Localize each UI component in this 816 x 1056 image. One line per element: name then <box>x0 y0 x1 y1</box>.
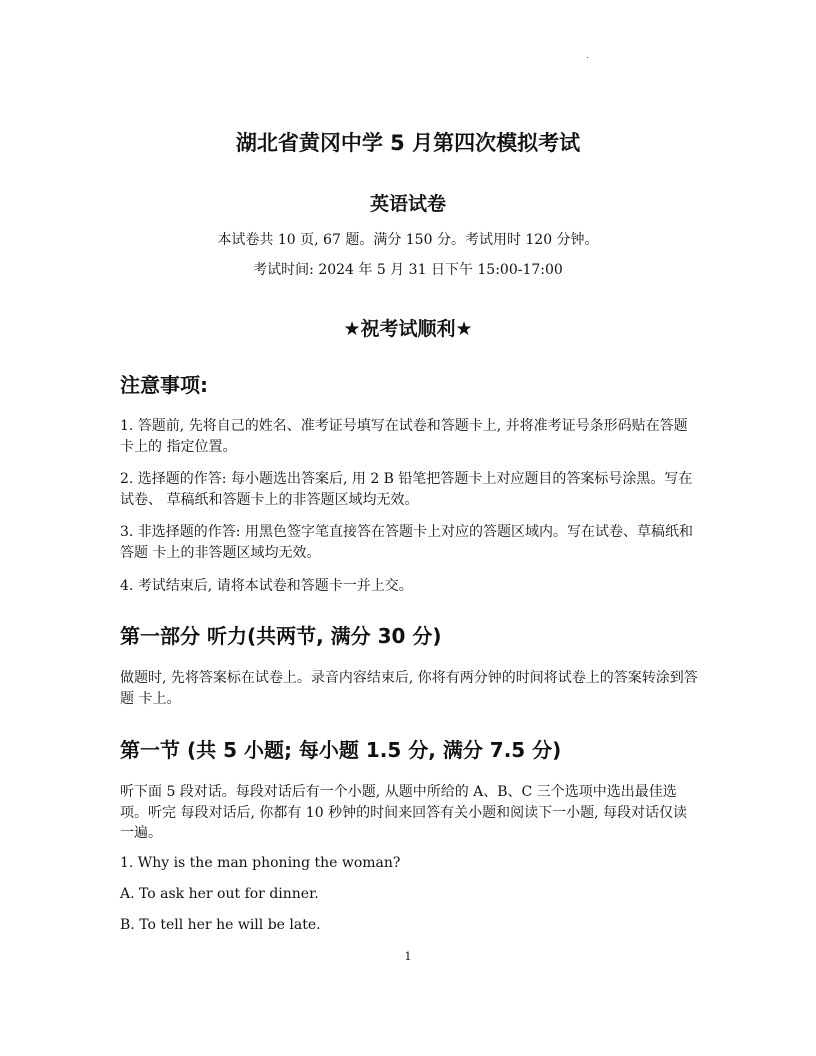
question-1: 1. Why is the man phoning the woman? <box>120 855 401 871</box>
part1-instruction: 做题时, 先将答案标在试卷上。录音内容结束后, 你将有两分钟的时间将试卷上的答案转涂到答题 卡上。 <box>120 670 698 707</box>
question-1-option-a: A. To ask her out for dinner. <box>120 886 319 902</box>
section1-instruction: 听下面 5 段对话。每段对话后有一个小题, 从题中所给的 A、B、C 三个选项中选出最佳选项。听完 每段对话后, 你都有 10 秒钟的时间来回答有关小题和阅读下一小题, 每段对话仅读一遍。 <box>120 784 687 841</box>
notice-item-4: 4. 考试结束后, 请将本试卷和答题卡一并上交。 <box>120 578 413 594</box>
exam-subtitle: 英语试卷 <box>369 193 446 215</box>
corner-mark: . <box>586 51 589 60</box>
section1-heading: 第一节 (共 5 小题; 每小题 1.5 分, 满分 7.5 分) <box>120 738 562 762</box>
notice-item-3: 3. 非选择题的作答: 用黑色签字笔直接答在答题卡上对应的答题区域内。写在试卷、草稿纸和答题 卡上的非答题区域均无效。 <box>120 524 693 561</box>
exam-title: 湖北省黄冈中学 5 月第四次模拟考试 <box>235 131 581 155</box>
question-1-option-b: B. To tell her he will be late. <box>120 917 321 933</box>
exam-info-line2: 考试时间: 2024 年 5 月 31 日下午 15:00-17:00 <box>253 262 563 278</box>
page-number: 1 <box>404 950 412 963</box>
notice-heading: 注意事项: <box>120 373 208 397</box>
notice-item-2: 2. 选择题的作答: 每小题选出答案后, 用 2 B 铅笔把答题卡上对应题目的答案标号涂黑。写在试卷、 草稿纸和答题卡上的非答题区域均无效。 <box>120 471 693 508</box>
good-luck-banner: ★祝考试顺利★ <box>343 318 473 340</box>
exam-info-line1: 本试卷共 10 页, 67 题。满分 150 分。考试用时 120 分钟。 <box>217 232 599 248</box>
notice-item-1: 1. 答题前, 先将自己的姓名、准考证号填写在试卷和答题卡上, 并将准考证号条形码贴在答题卡上的 指定位置。 <box>120 418 688 455</box>
part1-heading: 第一部分 听力(共两节, 满分 30 分) <box>120 624 442 648</box>
